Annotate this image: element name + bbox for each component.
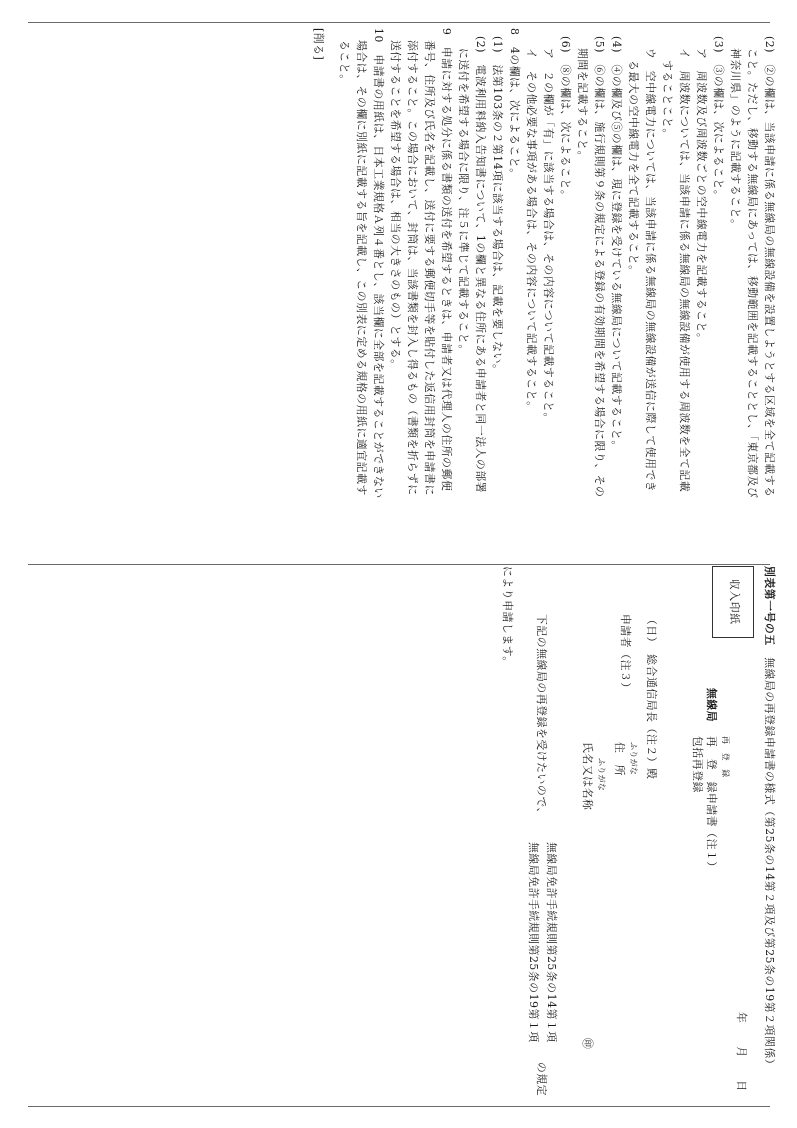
note-line-25: 場合は、その欄に別紙に記載する旨を記載し、この別表に定める規格の用紙に適宜記載す [355,40,368,496]
middle-divider-rule [28,564,770,565]
note-line-18: (2) 電波利用料納入告知書について、1の欄と異なる住所にある申請者と同一法人の部署 [474,36,487,494]
note-line-1: (2) ②の欄は、当該申請に係る無線局の無線設備を設置しようとする区域を全て記載する [763,36,776,498]
note-line-3: 神奈川県」のように記載すること。 [729,48,742,231]
form-title-number: 別表第一号の五 [763,566,776,646]
note-line-17: (1) 法第103条の２第14項に該当する場合は、記載を要しない。 [491,36,504,376]
note-line-20: 9 申請に対する処分に係る書類の送付を希望するときは、申請者又は代理人の住所の郵便 [440,28,453,492]
form-section [6,566,776,1106]
note-line-22: 添付すること。この場合において、封筒は、当該書類を封入し得るもの（書類を折らずに [406,40,419,496]
addressee: （日） 総合通信局長（注２）殿 [645,614,658,780]
note-line-15: イ その他必要な事項がある場合は、その内容について記載すること。 [525,48,538,413]
revenue-stamp-box [712,566,754,638]
applicant-label: 申請者（注３） [619,614,632,694]
note-line-4: (3) ③の欄は、次によること。 [712,36,725,202]
note-line-10: (4) ④の欄及び⑤の欄は、現に登録を受けている無線局について記載すること。 [610,36,623,452]
note-line-19: に送付を希望する場合に限り、注５に準じて記載すること。 [457,48,470,356]
body-text-line-1b: 無線局免許手続規則第25条の14第１項 [545,842,558,1043]
note-line-24: 10 申請書の用紙は、日本工業規格Ａ列４番とし、該当欄に全部を記載することができない [372,28,385,499]
note-line-14: ア ２の欄が「有」に該当する場合は、その内容について記載すること。 [542,48,555,424]
name-label: 氏名又は名称 [581,742,594,811]
form-title [762,566,776,1070]
heading-reregistration-small: 再 登 録 [721,736,730,778]
note-line-13: (6) ⑧の欄は、次によること。 [559,36,572,202]
note-line-7: することこと。 [661,60,674,140]
note-line-16: 8 4の欄は、次によること。 [508,28,521,180]
bottom-border-rule [28,1106,770,1107]
name-furigana: ふりがな [597,758,606,792]
body-text-line-3: により申請します。 [501,566,514,668]
note-line-21: 番号、住所及び氏名を記載し、送付に要する郵便切手等を貼付した返信用封筒を申請書に [423,40,436,496]
notes-section [6,28,776,564]
revenue-stamp-label: 収入印紙 [728,579,741,625]
body-text-line-1a: 下記の無線局の再登録を受けたいので、 [535,614,548,819]
heading-prefix: 無線局 [705,688,718,723]
date-field: 年 月 日 [735,1012,748,1092]
note-line-deleted: [削る] [312,28,325,61]
top-border-rule [28,22,770,23]
address-label: 住 所 [613,742,626,777]
note-line-26: ること。 [338,40,351,86]
heading-line-1: 再 登 録申請書（注１） [705,736,718,873]
body-text-line-2b: の規定 [535,1062,548,1097]
note-line-2: こと。ただし、移動する無線局にあっては、移動範囲を記載することとし、「東京都及び [746,48,759,499]
heading-line-2: 包括再登録 [691,736,704,793]
body-text-line-2a: 無線局免許手続規則第25条の19第１項 [527,842,540,1043]
form-title-text: 無線局の再登録申請書の様式（第25条の14第２項及び第25条の19第２項関係） [763,657,776,1071]
note-line-23: 送付することを希望する場合は、相当の大きさのもの）とする。 [389,40,402,371]
note-line-6: イ 周波数については、当該申請に係る無線局の無線設備が使用する周波数を全て記載 [678,48,691,493]
note-line-11: (5) ⑥の欄は、施行規則第９条の規定による登録の有効期間を希望する場合に限り、その [593,36,606,498]
note-line-12: 期間を記載すること。 [576,48,589,162]
address-furigana: ふりがな [629,742,638,776]
seal-mark: ㊞ [581,1038,594,1050]
note-line-5: ア 周波数及び周波数ごとの空中線電力を記載すること。 [695,48,708,345]
note-line-9: る最大の空中線電力を全て記載すること。 [627,60,640,277]
note-line-8: ウ 空中線電力については、当該申請に係る無線局の無線設備が送信に際して使用でき [644,48,657,493]
